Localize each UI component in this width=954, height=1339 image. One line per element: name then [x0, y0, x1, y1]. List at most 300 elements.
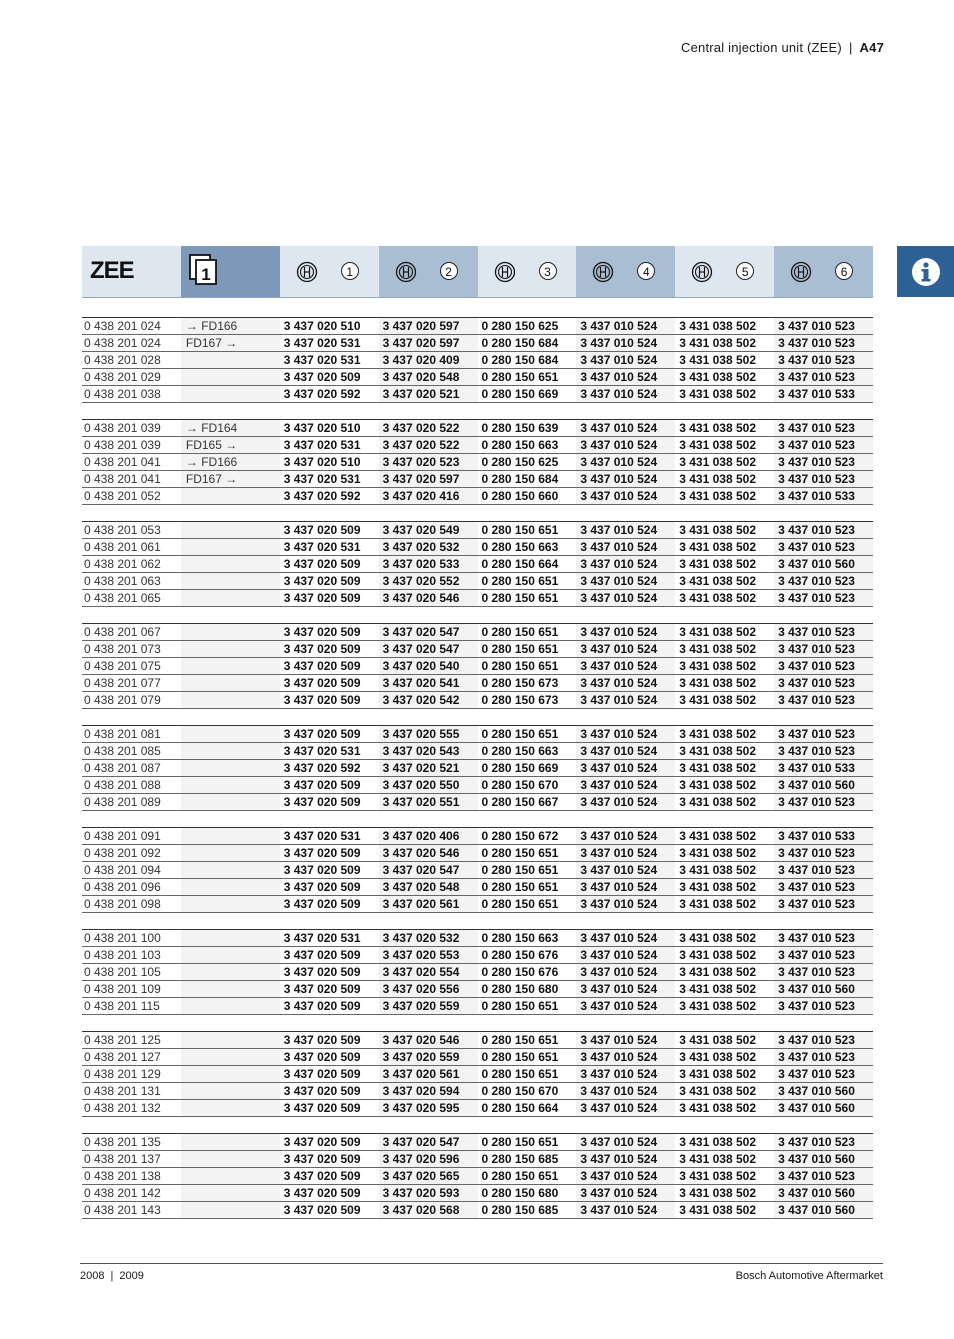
fd-reference: [181, 1134, 280, 1151]
part-number: 0 438 201 039: [82, 437, 181, 454]
row-group: [82, 623, 873, 709]
table-row: [82, 675, 873, 692]
value-3: 0 280 150 651: [478, 1032, 577, 1049]
fd-reference: [181, 1066, 280, 1083]
fd-reference: [181, 828, 280, 845]
value-5: 3 431 038 502: [675, 1168, 774, 1185]
value-4: 3 437 010 524: [576, 573, 675, 590]
table-row: [82, 692, 873, 709]
part-number: 0 438 201 135: [82, 1134, 181, 1151]
part-number: 0 438 201 065: [82, 590, 181, 607]
value-1: 3 437 020 509: [280, 964, 379, 981]
value-6: 3 437 010 533: [774, 488, 873, 505]
row-group: [82, 419, 873, 505]
value-2: 3 437 020 561: [379, 1066, 478, 1083]
value-5: 3 431 038 502: [675, 624, 774, 641]
value-6: 3 437 010 523: [774, 930, 873, 947]
value-4: 3 437 010 524: [576, 964, 675, 981]
value-6: 3 437 010 523: [774, 1049, 873, 1066]
value-2: 3 437 020 568: [379, 1202, 478, 1219]
table-row: [82, 1168, 873, 1185]
column-header-3: [478, 246, 577, 297]
fd-reference: [181, 1185, 280, 1202]
fd-reference: [181, 1083, 280, 1100]
value-6: 3 437 010 533: [774, 760, 873, 777]
value-2: 3 437 020 548: [379, 369, 478, 386]
value-3: 0 280 150 651: [478, 1049, 577, 1066]
value-2: 3 437 020 547: [379, 624, 478, 641]
value-2: 3 437 020 597: [379, 318, 478, 335]
value-1: 3 437 020 531: [280, 743, 379, 760]
value-2: 3 437 020 409: [379, 352, 478, 369]
table-row: [82, 760, 873, 777]
value-1: 3 437 020 592: [280, 386, 379, 403]
fd-reference: [181, 760, 280, 777]
fd-reference: [181, 556, 280, 573]
part-number: 0 438 201 067: [82, 624, 181, 641]
value-3: 0 280 150 673: [478, 675, 577, 692]
value-4: 3 437 010 524: [576, 471, 675, 488]
column-number: 6: [835, 262, 853, 280]
value-1: 3 437 020 509: [280, 981, 379, 998]
value-6: 3 437 010 523: [774, 641, 873, 658]
value-4: 3 437 010 524: [576, 352, 675, 369]
value-6: 3 437 010 533: [774, 828, 873, 845]
value-4: 3 437 010 524: [576, 318, 675, 335]
value-3: 0 280 150 651: [478, 998, 577, 1015]
value-5: 3 431 038 502: [675, 488, 774, 505]
part-number: 0 438 201 115: [82, 998, 181, 1015]
value-6: 3 437 010 523: [774, 573, 873, 590]
injector-icon: [395, 261, 417, 283]
value-2: 3 437 020 593: [379, 1185, 478, 1202]
value-4: 3 437 010 524: [576, 675, 675, 692]
part-number: 0 438 201 089: [82, 794, 181, 811]
value-3: 0 280 150 651: [478, 641, 577, 658]
value-2: 3 437 020 549: [379, 522, 478, 539]
value-1: 3 437 020 509: [280, 862, 379, 879]
fd-reference: [181, 777, 280, 794]
value-4: 3 437 010 524: [576, 862, 675, 879]
table-row: [82, 896, 873, 913]
part-number: 0 438 201 138: [82, 1168, 181, 1185]
value-5: 3 431 038 502: [675, 590, 774, 607]
value-2: 3 437 020 532: [379, 539, 478, 556]
value-3: 0 280 150 651: [478, 658, 577, 675]
part-number: 0 438 201 073: [82, 641, 181, 658]
value-4: 3 437 010 524: [576, 930, 675, 947]
part-number: 0 438 201 125: [82, 1032, 181, 1049]
header-separator: |: [848, 40, 853, 55]
value-3: 0 280 150 669: [478, 760, 577, 777]
table-row: [82, 1100, 873, 1117]
value-5: 3 431 038 502: [675, 1100, 774, 1117]
table-row: [82, 828, 873, 845]
value-1: 3 437 020 509: [280, 658, 379, 675]
fd-reference: [181, 1032, 280, 1049]
page-header: [681, 40, 884, 55]
part-number: 0 438 201 100: [82, 930, 181, 947]
value-6: 3 437 010 523: [774, 1134, 873, 1151]
injector-icon: [296, 261, 318, 283]
value-2: 3 437 020 521: [379, 386, 478, 403]
value-1: 3 437 020 509: [280, 1083, 379, 1100]
fd-reference: [181, 726, 280, 743]
value-5: 3 431 038 502: [675, 437, 774, 454]
value-6: 3 437 010 523: [774, 437, 873, 454]
fd-reference: [181, 1168, 280, 1185]
row-group: [82, 827, 873, 913]
value-6: 3 437 010 533: [774, 386, 873, 403]
value-3: 0 280 150 684: [478, 471, 577, 488]
injector-icon: [592, 261, 614, 283]
table-row: [82, 539, 873, 556]
value-1: 3 437 020 509: [280, 1100, 379, 1117]
value-3: 0 280 150 685: [478, 1151, 577, 1168]
part-number: 0 438 201 131: [82, 1083, 181, 1100]
fd-reference: [181, 692, 280, 709]
table-row: [82, 335, 873, 352]
value-4: 3 437 010 524: [576, 1049, 675, 1066]
value-1: 3 437 020 509: [280, 641, 379, 658]
value-5: 3 431 038 502: [675, 675, 774, 692]
table-row: [82, 777, 873, 794]
value-5: 3 431 038 502: [675, 726, 774, 743]
value-6: 3 437 010 523: [774, 1066, 873, 1083]
table-row: [82, 573, 873, 590]
table-row: [82, 1202, 873, 1219]
value-2: 3 437 020 547: [379, 1134, 478, 1151]
value-4: 3 437 010 524: [576, 879, 675, 896]
part-number: 0 438 201 105: [82, 964, 181, 981]
value-3: 0 280 150 651: [478, 845, 577, 862]
value-1: 3 437 020 509: [280, 726, 379, 743]
part-number: 0 438 201 091: [82, 828, 181, 845]
value-3: 0 280 150 663: [478, 930, 577, 947]
value-2: 3 437 020 522: [379, 437, 478, 454]
svg-text:1: 1: [201, 265, 211, 284]
column-number: 2: [440, 262, 458, 280]
column-number: 5: [736, 262, 754, 280]
value-3: 0 280 150 651: [478, 879, 577, 896]
value-1: 3 437 020 509: [280, 692, 379, 709]
parts-table: [82, 246, 873, 1235]
value-4: 3 437 010 524: [576, 896, 675, 913]
table-row: [82, 930, 873, 947]
value-2: 3 437 020 540: [379, 658, 478, 675]
table-row: [82, 1151, 873, 1168]
value-4: 3 437 010 524: [576, 726, 675, 743]
value-2: 3 437 020 553: [379, 947, 478, 964]
fd-reference: [181, 794, 280, 811]
injector-icon: [494, 261, 516, 283]
part-number: 0 438 201 143: [82, 1202, 181, 1219]
value-1: 3 437 020 592: [280, 488, 379, 505]
part-number: 0 438 201 041: [82, 454, 181, 471]
value-5: 3 431 038 502: [675, 947, 774, 964]
part-number: 0 438 201 061: [82, 539, 181, 556]
value-4: 3 437 010 524: [576, 539, 675, 556]
value-5: 3 431 038 502: [675, 352, 774, 369]
table-header: [82, 246, 873, 298]
value-3: 0 280 150 639: [478, 420, 577, 437]
value-5: 3 431 038 502: [675, 522, 774, 539]
part-number: 0 438 201 052: [82, 488, 181, 505]
column-header-4: [576, 246, 675, 297]
column-header-6: [774, 246, 873, 297]
value-5: 3 431 038 502: [675, 1032, 774, 1049]
value-1: 3 437 020 509: [280, 1134, 379, 1151]
value-1: 3 437 020 509: [280, 1151, 379, 1168]
value-1: 3 437 020 509: [280, 522, 379, 539]
table-row: [82, 352, 873, 369]
footer-separator: |: [110, 1270, 114, 1282]
value-5: 3 431 038 502: [675, 777, 774, 794]
row-group: [82, 317, 873, 403]
value-3: 0 280 150 663: [478, 743, 577, 760]
value-6: 3 437 010 523: [774, 675, 873, 692]
value-1: 3 437 020 531: [280, 539, 379, 556]
value-3: 0 280 150 664: [478, 556, 577, 573]
value-4: 3 437 010 524: [576, 1066, 675, 1083]
value-4: 3 437 010 524: [576, 658, 675, 675]
value-1: 3 437 020 509: [280, 573, 379, 590]
value-2: 3 437 020 546: [379, 590, 478, 607]
fd-reference: [181, 879, 280, 896]
value-3: 0 280 150 664: [478, 1100, 577, 1117]
value-2: 3 437 020 523: [379, 454, 478, 471]
part-number: 0 438 201 062: [82, 556, 181, 573]
value-3: 0 280 150 672: [478, 828, 577, 845]
value-2: 3 437 020 533: [379, 556, 478, 573]
value-4: 3 437 010 524: [576, 1202, 675, 1219]
value-3: 0 280 150 685: [478, 1202, 577, 1219]
value-5: 3 431 038 502: [675, 981, 774, 998]
value-2: 3 437 020 547: [379, 641, 478, 658]
value-2: 3 437 020 595: [379, 1100, 478, 1117]
footer-year-b: 2009: [119, 1270, 144, 1282]
row-group: [82, 1133, 873, 1219]
value-3: 0 280 150 625: [478, 454, 577, 471]
part-number: 0 438 201 041: [82, 471, 181, 488]
value-1: 3 437 020 509: [280, 845, 379, 862]
value-4: 3 437 010 524: [576, 1134, 675, 1151]
fd-reference: → FD164: [181, 420, 280, 437]
value-2: 3 437 020 596: [379, 1151, 478, 1168]
value-1: 3 437 020 509: [280, 1202, 379, 1219]
value-3: 0 280 150 651: [478, 573, 577, 590]
value-6: 3 437 010 523: [774, 862, 873, 879]
value-1: 3 437 020 509: [280, 1066, 379, 1083]
injector-icon: [691, 261, 713, 283]
table-row: [82, 862, 873, 879]
value-5: 3 431 038 502: [675, 420, 774, 437]
table-row: [82, 318, 873, 335]
value-3: 0 280 150 625: [478, 318, 577, 335]
document-pages-icon: [187, 251, 227, 291]
value-3: 0 280 150 673: [478, 692, 577, 709]
fd-reference: [181, 1202, 280, 1219]
value-3: 0 280 150 651: [478, 369, 577, 386]
value-2: 3 437 020 522: [379, 420, 478, 437]
value-5: 3 431 038 502: [675, 862, 774, 879]
fd-reference: [181, 658, 280, 675]
value-5: 3 431 038 502: [675, 1202, 774, 1219]
value-2: 3 437 020 597: [379, 471, 478, 488]
column-header-1: [280, 246, 379, 297]
value-2: 3 437 020 559: [379, 1049, 478, 1066]
value-2: 3 437 020 543: [379, 743, 478, 760]
value-2: 3 437 020 594: [379, 1083, 478, 1100]
table-row: [82, 471, 873, 488]
fd-reference: FD165 →: [181, 437, 280, 454]
value-1: 3 437 020 510: [280, 420, 379, 437]
value-5: 3 431 038 502: [675, 998, 774, 1015]
value-5: 3 431 038 502: [675, 1083, 774, 1100]
table-row: [82, 556, 873, 573]
value-3: 0 280 150 684: [478, 335, 577, 352]
value-3: 0 280 150 663: [478, 437, 577, 454]
footer-rule: [80, 1263, 883, 1264]
part-number: 0 438 201 063: [82, 573, 181, 590]
column-number: 1: [341, 262, 359, 280]
value-3: 0 280 150 676: [478, 947, 577, 964]
value-4: 3 437 010 524: [576, 1185, 675, 1202]
value-3: 0 280 150 651: [478, 862, 577, 879]
value-4: 3 437 010 524: [576, 828, 675, 845]
fd-reference: [181, 981, 280, 998]
table-row: [82, 1049, 873, 1066]
value-6: 3 437 010 523: [774, 845, 873, 862]
value-6: 3 437 010 560: [774, 981, 873, 998]
value-1: 3 437 020 531: [280, 828, 379, 845]
row-group: [82, 929, 873, 1015]
value-6: 3 437 010 560: [774, 1185, 873, 1202]
fd-reference: [181, 590, 280, 607]
value-3: 0 280 150 651: [478, 1134, 577, 1151]
part-number: 0 438 201 088: [82, 777, 181, 794]
row-group: [82, 521, 873, 607]
value-6: 3 437 010 523: [774, 743, 873, 760]
table-row: [82, 998, 873, 1015]
value-2: 3 437 020 550: [379, 777, 478, 794]
value-4: 3 437 010 524: [576, 692, 675, 709]
footer-years: [80, 1270, 144, 1282]
value-1: 3 437 020 509: [280, 675, 379, 692]
part-number: 0 438 201 053: [82, 522, 181, 539]
value-5: 3 431 038 502: [675, 556, 774, 573]
value-4: 3 437 010 524: [576, 488, 675, 505]
value-6: 3 437 010 523: [774, 335, 873, 352]
column-number: 3: [539, 262, 557, 280]
table-row: [82, 658, 873, 675]
value-4: 3 437 010 524: [576, 590, 675, 607]
value-6: 3 437 010 523: [774, 369, 873, 386]
value-2: 3 437 020 554: [379, 964, 478, 981]
value-2: 3 437 020 556: [379, 981, 478, 998]
table-row: [82, 624, 873, 641]
part-number: 0 438 201 075: [82, 658, 181, 675]
value-5: 3 431 038 502: [675, 539, 774, 556]
value-4: 3 437 010 524: [576, 743, 675, 760]
value-6: 3 437 010 523: [774, 539, 873, 556]
value-6: 3 437 010 523: [774, 964, 873, 981]
part-number: 0 438 201 132: [82, 1100, 181, 1117]
footer-year-a: 2008: [80, 1270, 105, 1282]
part-number: 0 438 201 038: [82, 386, 181, 403]
value-3: 0 280 150 660: [478, 488, 577, 505]
value-4: 3 437 010 524: [576, 420, 675, 437]
part-number: 0 438 201 087: [82, 760, 181, 777]
row-group: [82, 1031, 873, 1117]
value-5: 3 431 038 502: [675, 743, 774, 760]
value-2: 3 437 020 597: [379, 335, 478, 352]
value-2: 3 437 020 559: [379, 998, 478, 1015]
value-4: 3 437 010 524: [576, 760, 675, 777]
value-3: 0 280 150 651: [478, 590, 577, 607]
value-1: 3 437 020 509: [280, 1049, 379, 1066]
value-5: 3 431 038 502: [675, 896, 774, 913]
value-3: 0 280 150 651: [478, 726, 577, 743]
value-6: 3 437 010 560: [774, 777, 873, 794]
value-1: 3 437 020 510: [280, 318, 379, 335]
value-2: 3 437 020 532: [379, 930, 478, 947]
table-row: [82, 879, 873, 896]
value-6: 3 437 010 523: [774, 658, 873, 675]
value-5: 3 431 038 502: [675, 454, 774, 471]
value-4: 3 437 010 524: [576, 386, 675, 403]
value-3: 0 280 150 651: [478, 896, 577, 913]
part-number: 0 438 201 085: [82, 743, 181, 760]
value-2: 3 437 020 548: [379, 879, 478, 896]
value-3: 0 280 150 669: [478, 386, 577, 403]
value-6: 3 437 010 523: [774, 522, 873, 539]
value-6: 3 437 010 523: [774, 879, 873, 896]
value-4: 3 437 010 524: [576, 1083, 675, 1100]
value-1: 3 437 020 509: [280, 556, 379, 573]
part-number: 0 438 201 079: [82, 692, 181, 709]
info-tab[interactable]: [897, 246, 954, 297]
table-row: [82, 590, 873, 607]
value-6: 3 437 010 560: [774, 1083, 873, 1100]
table-row: [82, 522, 873, 539]
value-1: 3 437 020 509: [280, 590, 379, 607]
value-6: 3 437 010 560: [774, 1202, 873, 1219]
value-3: 0 280 150 676: [478, 964, 577, 981]
value-2: 3 437 020 521: [379, 760, 478, 777]
value-4: 3 437 010 524: [576, 522, 675, 539]
value-6: 3 437 010 523: [774, 692, 873, 709]
fd-reference: [181, 369, 280, 386]
part-number: 0 438 201 024: [82, 318, 181, 335]
fd-reference: [181, 641, 280, 658]
value-5: 3 431 038 502: [675, 828, 774, 845]
table-row: [82, 794, 873, 811]
value-1: 3 437 020 509: [280, 947, 379, 964]
value-1: 3 437 020 510: [280, 454, 379, 471]
fd-reference: [181, 947, 280, 964]
value-4: 3 437 010 524: [576, 1151, 675, 1168]
value-5: 3 431 038 502: [675, 879, 774, 896]
fd-reference: [181, 998, 280, 1015]
table-row: [82, 845, 873, 862]
value-1: 3 437 020 509: [280, 1032, 379, 1049]
value-5: 3 431 038 502: [675, 335, 774, 352]
part-number: 0 438 201 077: [82, 675, 181, 692]
value-6: 3 437 010 523: [774, 352, 873, 369]
value-5: 3 431 038 502: [675, 658, 774, 675]
value-5: 3 431 038 502: [675, 573, 774, 590]
